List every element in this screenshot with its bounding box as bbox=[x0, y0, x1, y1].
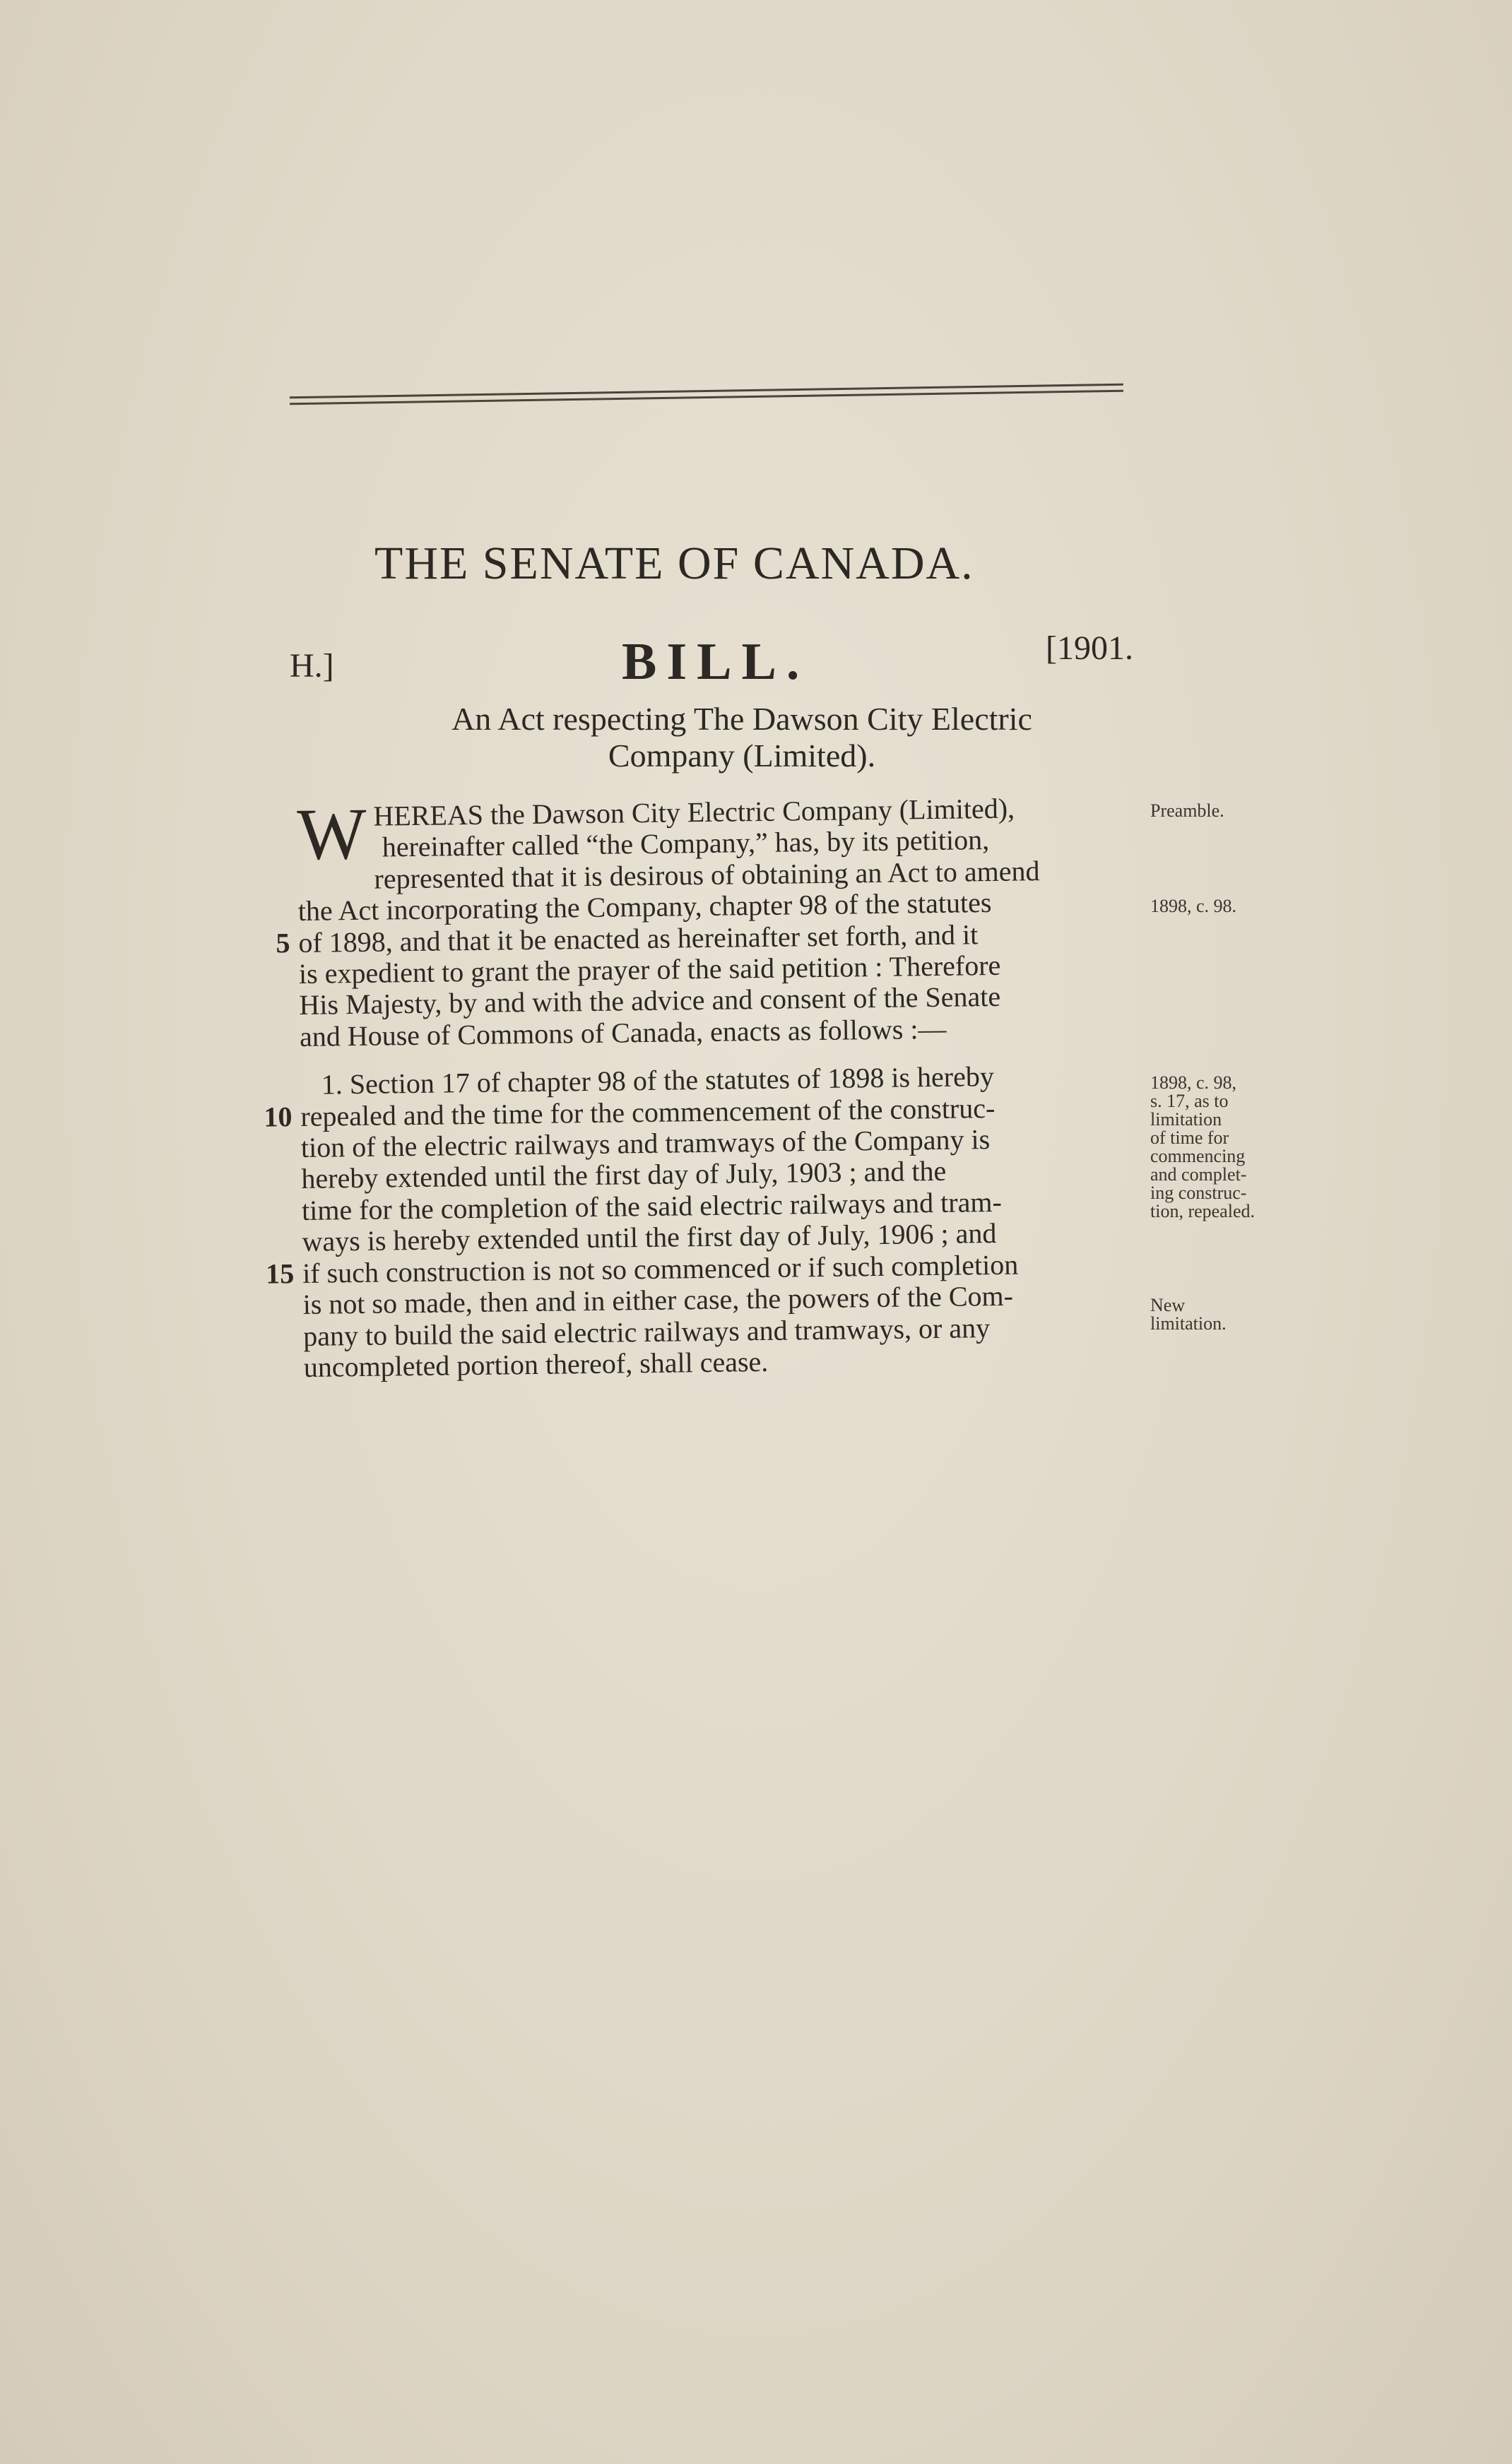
text-line: is not so made, then and in either case, the powers of the Com- bbox=[302, 1279, 1014, 1321]
line-number: 10 bbox=[264, 1100, 293, 1133]
text-line: hereinafter called “the Company,” has, by its petition, bbox=[382, 824, 990, 863]
text-line: tion of the electric railways and tramways of the Company is bbox=[300, 1123, 991, 1164]
preamble-paragraph bbox=[276, 791, 1147, 1053]
bill-body bbox=[264, 791, 1152, 1383]
bill-year: [1901. bbox=[1046, 629, 1133, 667]
text-line: and House of Commons of Canada, enacts as follows :— bbox=[299, 1012, 947, 1053]
text-line: 10 repealed and the time for the commencement of the construc- bbox=[264, 1091, 996, 1133]
text-line: 1. Section 17 of chapter 98 of the statutes of 1898 is hereby bbox=[321, 1060, 995, 1101]
text-line: 15 if such construction is not so commenced or if such completion bbox=[265, 1248, 1019, 1290]
margin-note-section-17: 1898, c. 98, s. 17, as to limitation of time for commencing and complet- ing construc- tion, repealed. bbox=[1150, 1072, 1255, 1221]
drop-cap: W bbox=[296, 793, 367, 875]
text-line: ways is hereby extended until the first day of July, 1906 ; and bbox=[302, 1217, 997, 1258]
text-line: hereby extended until the first day of July, 1903 ; and the bbox=[301, 1155, 947, 1195]
act-title-line: An Act respecting The Dawson City Electric bbox=[451, 701, 1032, 737]
text-line: 5 of 1898, and that it be enacted as hereinafter set forth, and it bbox=[298, 917, 1146, 959]
text-line: His Majesty, by and with the advice and consent of the Senate bbox=[299, 981, 1001, 1021]
line-number: 15 bbox=[265, 1257, 295, 1290]
text-line: uncompleted portion thereof, shall cease. bbox=[303, 1345, 769, 1383]
bill-title: BILL. bbox=[622, 633, 810, 691]
house-mark: H.] bbox=[290, 647, 334, 685]
text-line: HEREAS the Dawson City Electric Company (Limited), bbox=[373, 792, 1015, 832]
margin-note-reference: 1898, c. 98. bbox=[1150, 896, 1237, 916]
double-rule bbox=[290, 384, 1123, 407]
line-number: 5 bbox=[276, 926, 290, 959]
senate-heading: THE SENATE OF CANADA. bbox=[374, 538, 974, 589]
section-1-paragraph bbox=[264, 1060, 1152, 1384]
text-line: the Act incorporating the Company, chapter 98 of the statutes bbox=[297, 887, 992, 928]
text-line: is expedient to grant the prayer of the said petition : Therefore bbox=[298, 949, 1001, 990]
margin-note-preamble: Preamble. bbox=[1150, 800, 1224, 821]
act-title-line: Company (Limited). bbox=[608, 738, 876, 774]
text-line: time for the completion of the said electric railways and tram- bbox=[301, 1185, 1003, 1226]
text-line: pany to build the said electric railways and tramways, or any bbox=[302, 1311, 991, 1352]
text-line: represented that it is desirous of obtaining an Act to amend bbox=[374, 854, 1040, 895]
margin-note-new-limitation: New limitation. bbox=[1150, 1295, 1227, 1334]
act-title bbox=[346, 701, 1138, 774]
